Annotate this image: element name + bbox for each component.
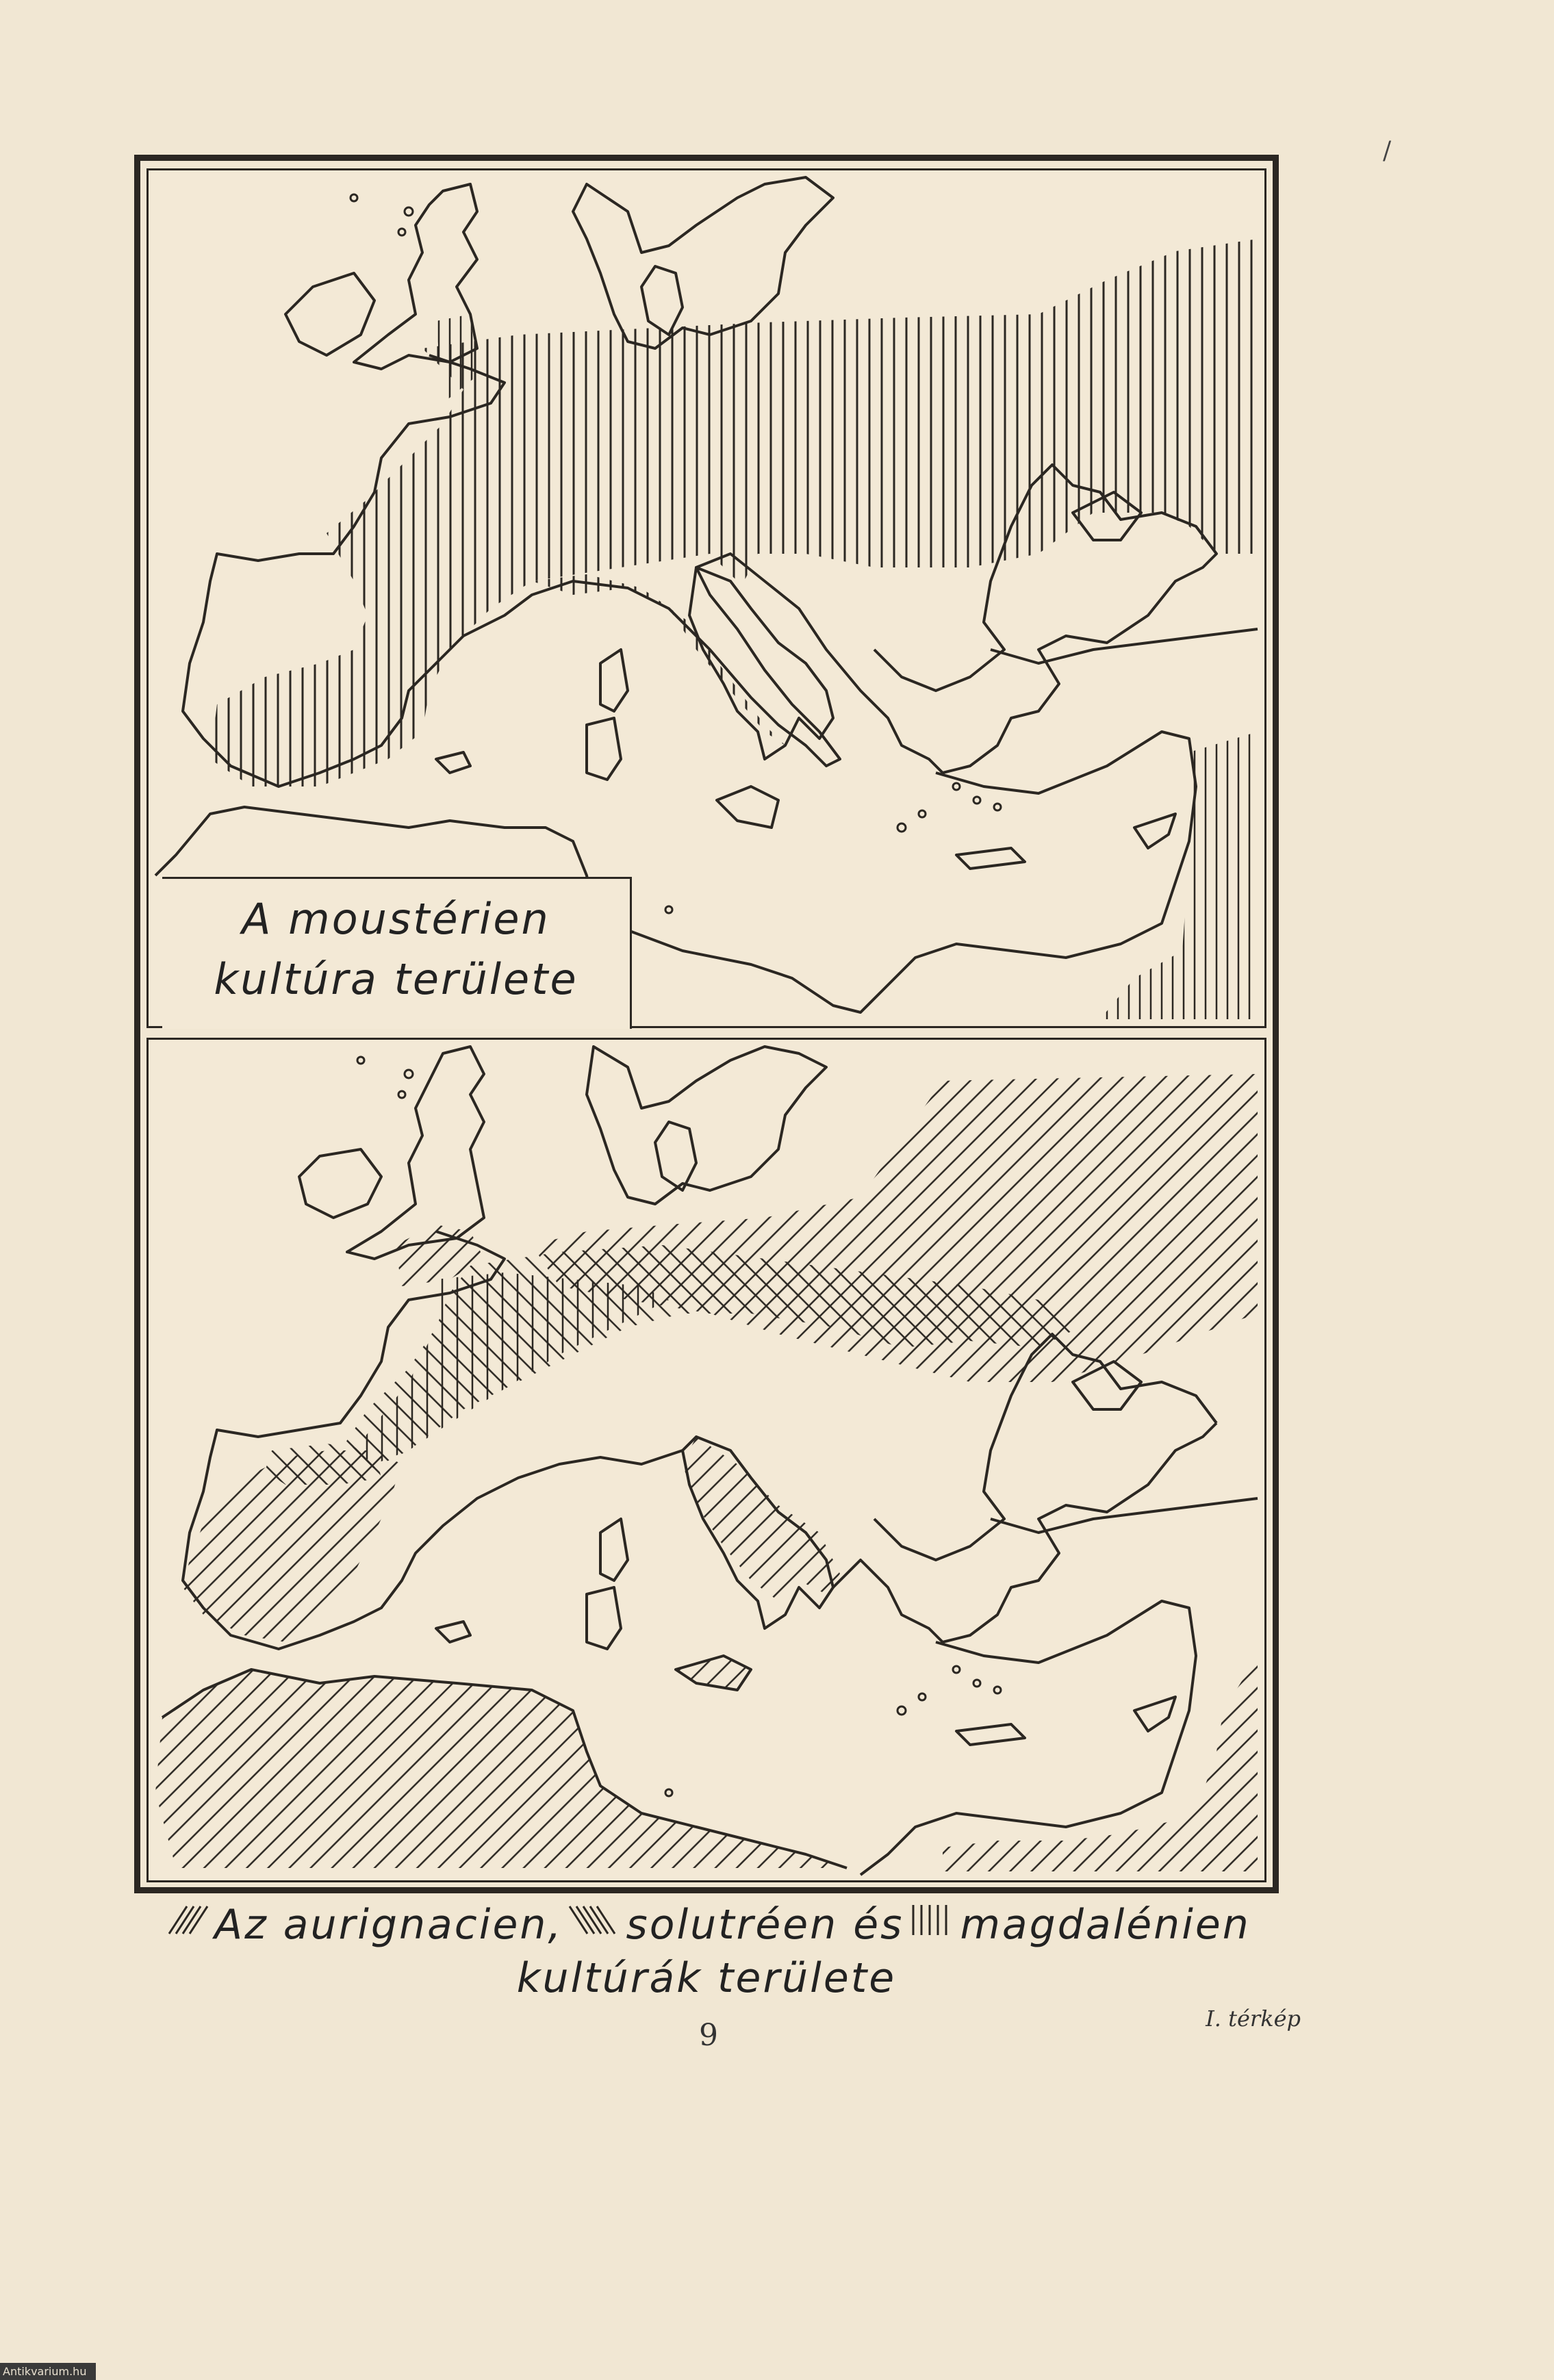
- aurignacien-swatch-icon: [166, 1901, 210, 1949]
- map-reference: I. térkép: [1206, 2006, 1301, 2032]
- legend-magdalenien-label: magdalénien: [960, 1901, 1251, 1949]
- aurignacien-hatch-italy: [683, 1437, 840, 1601]
- solutreen-swatch-icon: [567, 1901, 622, 1949]
- magdalenien-hatch: [354, 1272, 669, 1464]
- legend-solutreen-label: solutréen és: [626, 1901, 904, 1949]
- mousterien-map: [147, 168, 1266, 1028]
- upper-paleolithic-map-svg: [149, 1040, 1264, 1880]
- aurignacien-hatch-levant: [943, 1656, 1258, 1871]
- page-number: 9: [699, 2018, 718, 2053]
- watermark: Antikvarium.hu: [0, 2363, 96, 2380]
- legend-row-2: [134, 1951, 1279, 2006]
- legend-row-1: [134, 1897, 1279, 1952]
- mousterien-title-line1: A moustérien: [242, 894, 550, 944]
- magdalenien-area: [354, 1272, 669, 1464]
- legend-aurignacien-label: Az aurignacien,: [214, 1901, 563, 1949]
- corner-mark: /: [1383, 137, 1392, 165]
- mousterien-title-box: [162, 877, 632, 1029]
- mousterien-title-line2: kultúra területe: [214, 954, 578, 1004]
- legend-line2: kultúrák területe: [516, 1954, 897, 2002]
- upper-paleolithic-map: [147, 1038, 1266, 1882]
- magdalenien-swatch-icon: [908, 1901, 956, 1949]
- map-legend: [134, 1896, 1279, 2006]
